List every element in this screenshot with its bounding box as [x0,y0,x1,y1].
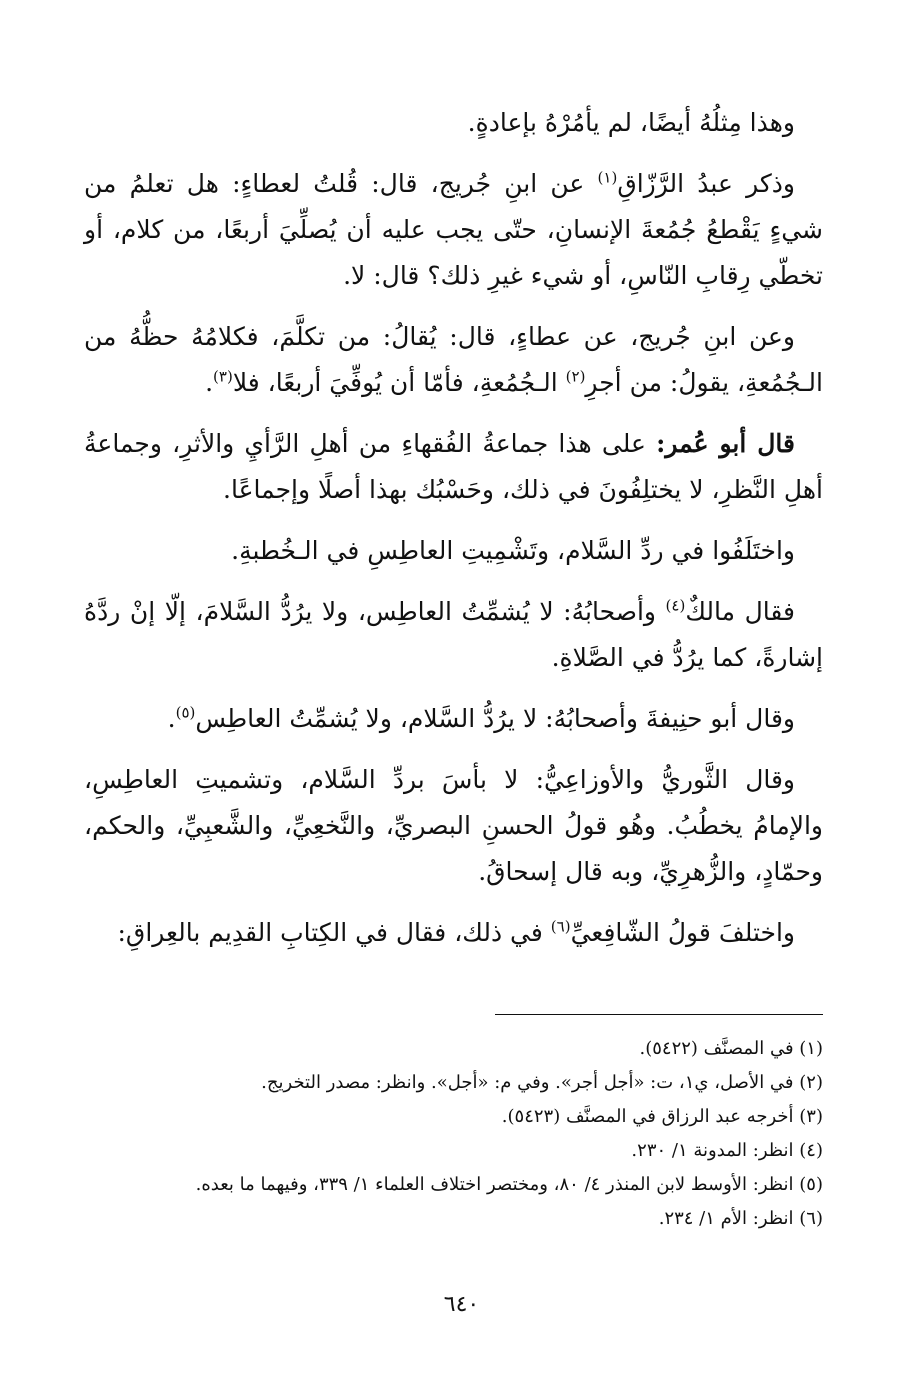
paragraph-text: واختلفَ قولُ الشّافِعيِّ [570,918,795,947]
paragraph [84,100,823,146]
paragraph [84,696,823,742]
paragraph-text: وذكر عبدُ الرَّزّاقِ [617,169,795,198]
page-number: ٦٤٠ [443,1292,480,1317]
footnote: (٤) انظر: المدونة ١/ ٢٣٠. [631,1140,823,1161]
paragraph-text: عن ابنِ جُريج، قال: قُلتُ لعطاءٍ: هل تعلمُ من شيءٍ يَقْطعُ جُمُعةَ الإنسانِ، حتّى يجب عليه أن يُصلِّيَ أربعًا، من كلام، أو تخطّي رِقابِ النّاسِ، أو شيء غيرِ ذلك؟ قال: لا. [84,169,823,290]
paragraph-text: . [167,704,176,733]
footnote-marker[interactable]: (٢) [565,367,586,386]
paragraph-lead: قال أبو عُمر: [656,429,795,458]
paragraph-text: وعن ابنِ جُريج، عن عطاءٍ، قال: يُقالُ: من تكلَّمَ، فكلامُهُ حظُّهُ من الـجُمُعةِ، يقولُ: من أجرِ [84,322,823,397]
footnote-marker[interactable]: (٦) [550,917,571,936]
paragraph-text: في ذلك، فقال في الكِتابِ القدِيم بالعِراقِ: [117,918,551,947]
paragraph [84,757,823,895]
paragraph-text: وقال الثَّوريُّ والأوزاعِيُّ: لا بأسَ بردِّ السَّلام، وتشميتِ العاطِسِ، والإمامُ يخطُبُ. وهُو قولُ الحسنِ البصريِّ، والنَّخعِيِّ، والشَّعبِيِّ، والحكم، وحمّادٍ، والزُّهرِيِّ، وبه قال إسحاقُ. [84,765,823,886]
footnote: (٢) في الأصل، ي١، ت: «أجل أجر». وفي م: «أجل». وانظر: مصدر التخريج. [261,1072,823,1093]
paragraph-text: فقال مالكٌ [685,597,795,626]
footnote: (١) في المصنَّف (٥٤٢٢). [639,1038,823,1059]
paragraph [84,161,823,299]
paragraph [84,421,823,513]
paragraph-text: . [205,368,214,397]
footnote: (٥) انظر: الأوسط لابن المنذر ٤/ ٨٠، ومختصر اختلاف العلماء ١/ ٣٣٩، وفيهما ما بعده. [195,1174,823,1195]
footnote: (٦) انظر: الأم ١/ ٢٣٤. [658,1208,823,1229]
footnote-divider [495,1014,823,1015]
paragraph [84,314,823,406]
main-text [84,100,823,971]
footnote-marker[interactable]: (٥) [175,703,196,722]
paragraph-text: وهذا مِثلُهُ أيضًا، لم يأمُرْهُ بإعادةٍ. [467,108,795,137]
paragraph-text: على هذا جماعةُ الفُقهاءِ من أهلِ الرَّأيِ والأثرِ، وجماعةُ أهلِ النَّظرِ، لا يختلِفُونَ في ذلك، وحَسْبُك بهذا أصلًا وإجماعًا. [84,429,823,504]
paragraph [84,528,823,574]
footnote-marker[interactable]: (٣) [213,367,233,386]
paragraph [84,589,823,681]
footnotes [84,1032,823,1236]
footnote-marker[interactable]: (٤) [665,596,686,615]
paragraph-text: وقال أبو حنِيفةَ وأصحابُهُ: لا يرُدُّ السَّلام، ولا يُشمِّتُ العاطِس [195,704,795,733]
paragraph-text: الـجُمُعةِ، فأمّا أن يُوفِّيَ أربعًا، فلا [232,368,566,397]
paragraph-text: وأصحابُهُ: لا يُشمِّتُ العاطِس، ولا يرُدُّ السَّلامَ، إلّا إنْ ردَّهُ إشارةً، كما يرُدُّ في الصَّلاةِ. [84,597,823,672]
paragraph [84,910,823,956]
paragraph-text: واختَلَفُوا في ردِّ السَّلام، وتَشْمِيتِ العاطِسِ في الـخُطبةِ. [231,536,795,565]
footnote: (٣) أخرجه عبد الرزاق في المصنَّف (٥٤٢٣). [501,1106,823,1127]
footnote-marker[interactable]: (١) [597,168,618,187]
